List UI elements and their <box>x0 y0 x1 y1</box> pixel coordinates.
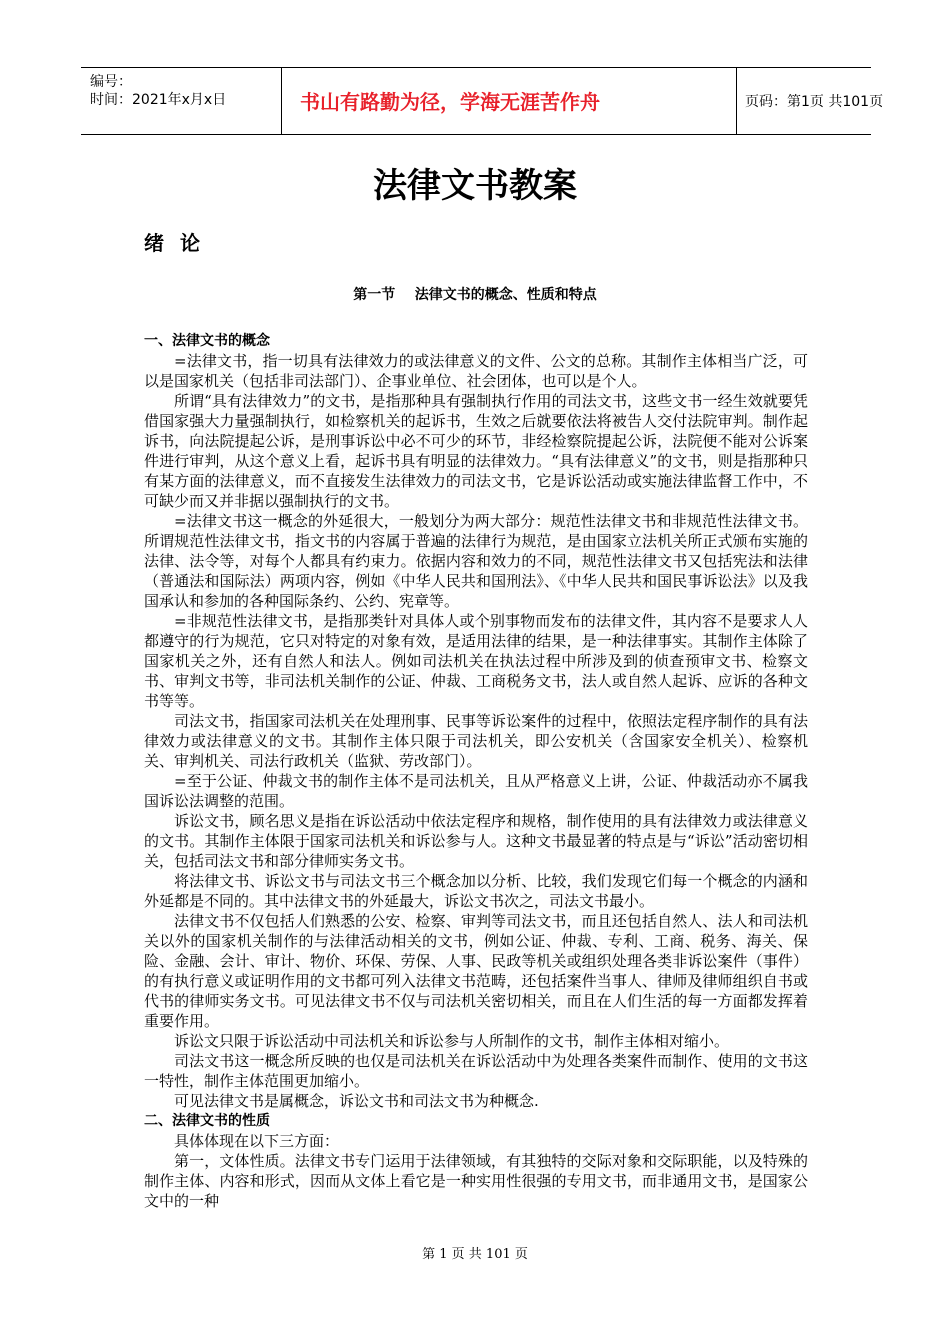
paragraph: =法律文书这一概念的外延很大，一般划分为两大部分：规范性法律文书和非规范性法律文书。所谓规范性法律文书，指文书的内容属于普遍的法律行为规范，是由国家立法机关所正式颁布实施的法律、法令等，对每个人都具有约束力。依据内容和效力的不同，规范性法律文书又包括宪法和法律（普通法和国际法）两项内容，例如《中华人民共和国刑法》、《中华人民共和国民事诉讼法》以及我国承认和参加的各种国际条约、公约、宪章等。 <box>144 512 808 610</box>
paragraph: =非规范性法律文书，是指那类针对具体人或个别事物而发布的法律文件，其内容不是要求人人都遵守的行为规范，它只对特定的对象有效，是适用法律的结果，是一种法律事实。其制作主体除了国家机关之外，还有自然人和法人。例如司法机关在执法过程中所涉及到的侦查预审文书、检察文书、审判文书等，非司法机关制作的公证、仲裁、工商税务文书，法人或自然人起诉、应诉的各种文书等等。 <box>144 612 808 710</box>
page-footer: 第 1 页 共 101 页 <box>422 1247 528 1262</box>
paragraph: 诉讼文只限于诉讼活动中司法机关和诉讼参与人所制作的文书，制作主体相对缩小。 <box>174 1032 730 1050</box>
heading-concept: 一、法律文书的概念 <box>144 333 270 349</box>
paragraph: 法律文书不仅包括人们熟悉的公安、检察、审判等司法文书，而且还包括自然人、法人和司法机关以外的国家机关制作的与法律活动相关的文书，例如公证、仲裁、专利、工商、税务、海关、保险、金融、会计、审计、物价、环保、劳保、人事、民政等机关或组织处理各类非诉讼案件（事件）的有执行意义或证明作用的文书都可列入法律文书范畴，还包括案件当事人、律师及律师组织自书或代书的律师实务文书。可见法律文书不仅与司法机关密切相关，而且在人们生活的每一方面都发挥着重要作用。 <box>144 912 808 1030</box>
document-number-label: 编号： <box>90 74 132 90</box>
page-header <box>81 67 884 135</box>
paragraph: 将法律文书、诉讼文书与司法文书三个概念加以分析、比较，我们发现它们每一个概念的内涵和外延都是不同的。其中法律文书的外延最大，诉讼文书次之，司法文书最小。 <box>144 872 808 910</box>
paragraph: 可见法律文书是属概念，诉讼文书和司法文书为种概念. <box>174 1092 539 1110</box>
paragraph: 所谓“具有法律效力”的文书，是指那种具有强制执行作用的司法文书，这些文书一经生效就要凭借国家强大力量强制执行，如检察机关的起诉书，生效之后就要依法将被告人交付法院审判。制作起诉书，向法院提起公诉，是刑事诉讼中必不可少的环节，非经检察院提起公诉，法院便不能对公诉案件进行审判，从这个意义上看，起诉书具有明显的法律效力。“具有法律意义”的文书，则是指那种只有某方面的法律意义，而不直接发生法律效力的司法文书，它是诉讼活动或实施法律监督工作中，不可缺少而又并非据以强制执行的文书。 <box>144 392 808 510</box>
document-date: 时间：2021年x月x日 <box>90 92 227 108</box>
document-title: 法律文书教案 <box>373 166 577 206</box>
paragraph: 第一，文体性质。法律文书专门运用于法律领域，有其独特的交际对象和交际职能，以及特殊的制作主体、内容和形式，因而从文体上看它是一种实用性很强的专用文书，而非通用文书，是国家公文中的一种 <box>144 1152 808 1210</box>
paragraph: 诉讼文书，顾名思义是指在诉讼活动中依法定程序和规格，制作使用的具有法律效力或法律意义的文书。其制作主体限于国家司法机关和诉讼参与人。这种文书最显著的特点是与“诉讼”活动密切相关，包括司法文书和部分律师实务文书。 <box>144 812 808 870</box>
chapter-title: 绪论 <box>144 231 216 255</box>
paragraph: 具体体现在以下三方面： <box>174 1132 340 1150</box>
section-title: 第一节 法律文书的概念、性质和特点 <box>353 287 597 303</box>
paragraph: 司法文书，指国家司法机关在处理刑事、民事等诉讼案件的过程中，依照法定程序制作的具有法律效力或法律意义的文书。其制作主体只限于司法机关，即公安机关（含国家安全机关）、检察机关、审判机关、司法行政机关（监狱、劳改部门）。 <box>144 712 808 770</box>
heading-nature: 二、法律文书的性质 <box>144 1113 270 1129</box>
paragraph: 司法文书这一概念所反映的也仅是司法机关在诉讼活动中为处理各类案件而制作、使用的文书这一特性，制作主体范围更加缩小。 <box>144 1052 808 1090</box>
paragraph: =至于公证、仲裁文书的制作主体不是司法机关，且从严格意义上讲，公证、仲裁活动亦不属我国诉讼法调整的范围。 <box>144 772 808 810</box>
header-page-info: 页码：第1页 共101页 <box>745 94 884 110</box>
paragraph: =法律文书，指一切具有法律效力的或法律意义的文件、公文的总称。其制作主体相当广泛，可以是国家机关（包括非司法部门）、企事业单位、社会团体，也可以是个人。 <box>144 352 808 390</box>
header-meta <box>81 68 281 134</box>
header-motto: 书山有路勤为径，学海无涯苦作舟 <box>281 68 737 134</box>
document-body <box>144 331 808 1211</box>
